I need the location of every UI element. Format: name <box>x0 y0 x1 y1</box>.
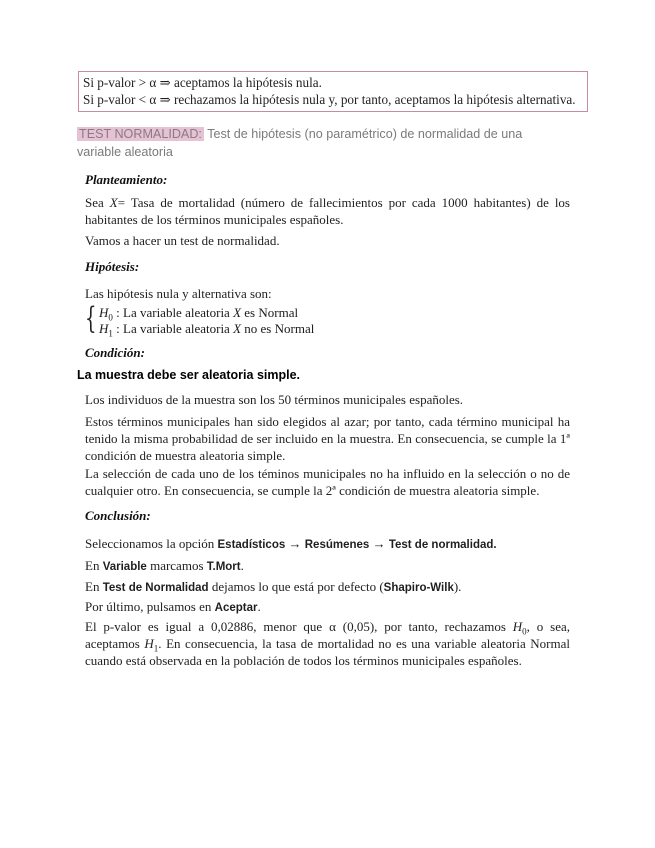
conclusion-result: El p-valor es igual a 0,02886, menor que α (0,05), por tanto, rechazamos $H_0$, o sea, aceptamos $H_1$. En consecuencia, la tasa de mortalidad no es una variable aleatoria Normal cuando está observada en la población de todos los términos municipales españoles. <box>85 619 570 668</box>
condicion-title: Condición: <box>85 345 145 360</box>
conclusion-step-4: Por último, pulsamos en Aceptar. <box>85 599 261 614</box>
brace-symbol: { <box>85 301 97 336</box>
heading-text: Test de hipótesis (no paramétrico) de normalidad de una variable aleatoria <box>77 127 523 159</box>
condicion-paragraph-3: La selección de cada uno de los téminos municipales no ha influido en la selección o no de cualquier otro. En consecuencia, se cumple la 2ª condición de muestra aleatoria simple. <box>85 466 570 498</box>
condicion-paragraph-2: Estos términos municipales han sido elegidos al azar; por tanto, cada término municipal ha tenido la misma probabilidad de ser incluido en la muestra. En consecuencia, se cumple la 1ª condición de muestra aleatoria simple. <box>85 414 570 463</box>
heading-highlight: TEST NORMALIDAD: <box>79 127 202 141</box>
conclusion-step-3: En Test de Normalidad dejamos lo que está por defecto (Shapiro-Wilk). <box>85 579 462 594</box>
section-heading <box>77 125 557 161</box>
condition-statement: La muestra debe ser aleatoria simple. <box>77 368 301 382</box>
planteamiento-title: Planteamiento: <box>85 172 168 187</box>
hipotesis-title: Hipótesis: <box>85 259 140 274</box>
planteamiento-paragraph: Sea X= Tasa de mortalidad (número de fallecimientos por cada 1000 habitantes) de los habitantes de los términos municipales españoles. <box>85 195 570 227</box>
conclusion-step-1: Seleccionamos la opción Estadísticos → Resúmenes → Test de normalidad. <box>85 536 497 551</box>
rule-reject: Si p-valor < α ⇒ rechazamos la hipótesis nula y, por tanto, aceptamos la hipótesis alternativa. <box>83 92 576 107</box>
hypotheses-system <box>85 301 385 339</box>
conclusion-title: Conclusión: <box>85 508 151 523</box>
rule-accept: Si p-valor > α ⇒ aceptamos la hipótesis nula. <box>83 75 322 90</box>
alternative-hypothesis: $H_1$ : La variable aleatoria X no es Normal <box>99 321 315 339</box>
hypothesis-rule-box <box>78 71 588 112</box>
hipotesis-intro: Las hipótesis nula y alternativa son: <box>85 286 272 301</box>
null-hypothesis: $H_0$ : La variable aleatoria X es Normal <box>99 305 299 323</box>
conclusion-step-2: En Variable marcamos T.Mort. <box>85 558 244 573</box>
planteamiento-paragraph-2: Vamos a hacer un test de normalidad. <box>85 233 280 248</box>
condicion-paragraph-1: Los individuos de la muestra son los 50 términos municipales españoles. <box>85 392 464 407</box>
